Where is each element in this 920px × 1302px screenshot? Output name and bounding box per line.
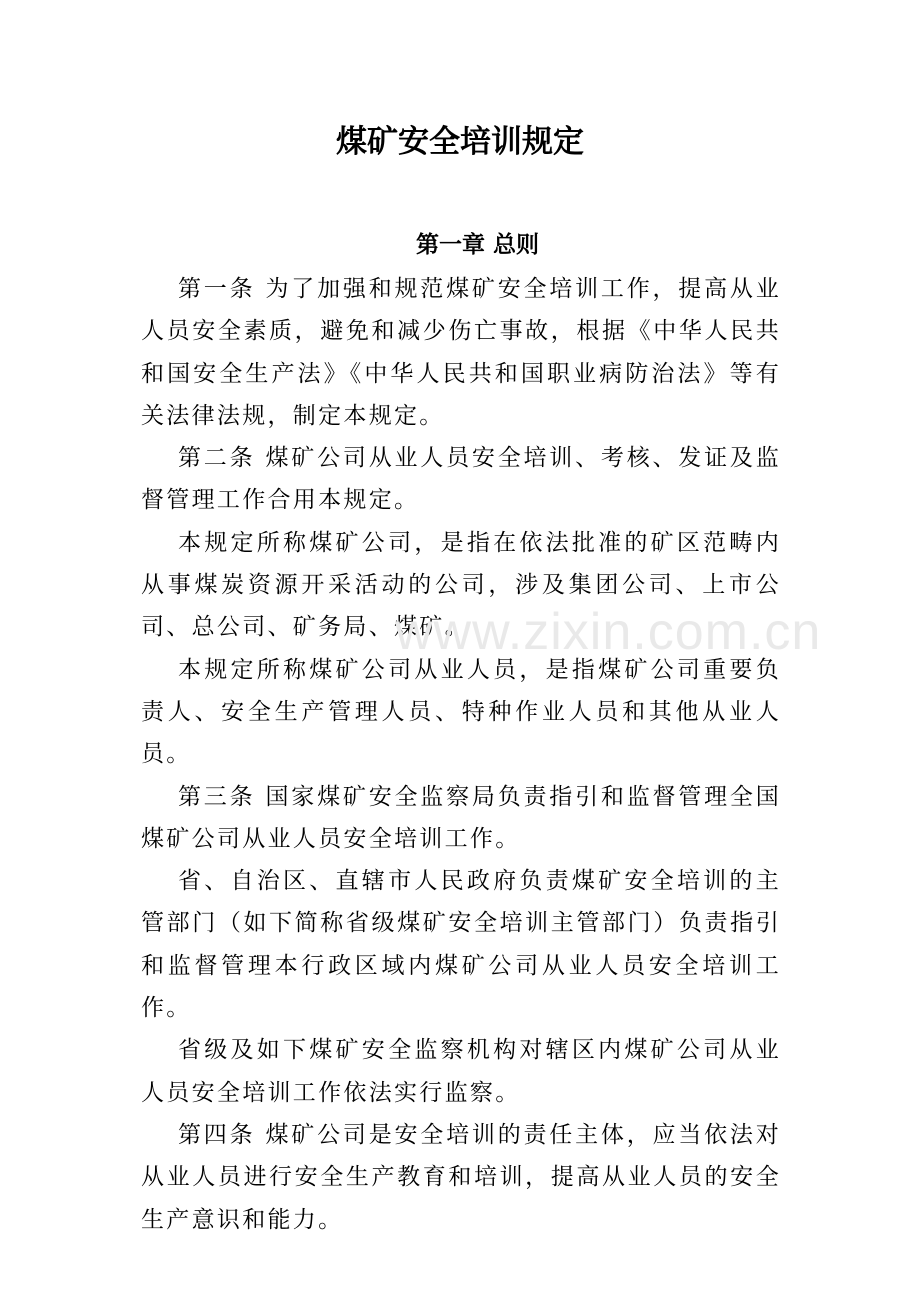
paragraph-article-4: 第四条 煤矿公司是安全培训的责任主体，应当依法对从业人员进行安全生产教育和培训，提高从业人员的安全生产意识和能力。 (141, 1121, 781, 1233)
paragraph-supervision-agency: 省级及如下煤矿安全监察机构对辖区内煤矿公司从业人员安全培训工作依法实行监察。 (141, 1037, 781, 1106)
paragraph-employee-definition: 本规定所称煤矿公司从业人员，是指煤矿公司重要负责人、安全生产管理人员、特种作业人员和其他从业人员。 (141, 656, 781, 768)
watermark-text: www.zixin.com.cn (395, 603, 822, 661)
document-body (141, 268, 781, 1241)
paragraph-article-1: 第一条 为了加强和规范煤矿安全培训工作，提高从业人员安全素质，避免和减少伤亡事故，根据《中华人民共和国安全生产法》《中华人民共和国职业病防治法》等有关法律法规，制定本规定。 (141, 276, 781, 429)
paragraph-provincial-authority: 省、自治区、直辖市人民政府负责煤矿安全培训的主管部门（如下简称省级煤矿安全培训主管部门）负责指引和监督管理本行政区域内煤矿公司从业人员安全培训工作。 (141, 868, 781, 1022)
paragraph-coal-company-definition: 本规定所称煤矿公司，是指在依法批准的矿区范畴内从事煤炭资源开采活动的公司，涉及集团公司、上市公司、总公司、矿务局、煤矿。 (141, 529, 781, 641)
paragraph-article-2: 第二条 煤矿公司从业人员安全培训、考核、发证及监督管理工作合用本规定。 (141, 445, 781, 514)
document-title: 煤矿安全培训规定 (336, 124, 584, 160)
chapter-heading: 第一章 总则 (415, 232, 539, 258)
paragraph-article-3: 第三条 国家煤矿安全监察局负责指引和监督管理全国煤矿公司从业人员安全培训工作。 (141, 783, 781, 852)
